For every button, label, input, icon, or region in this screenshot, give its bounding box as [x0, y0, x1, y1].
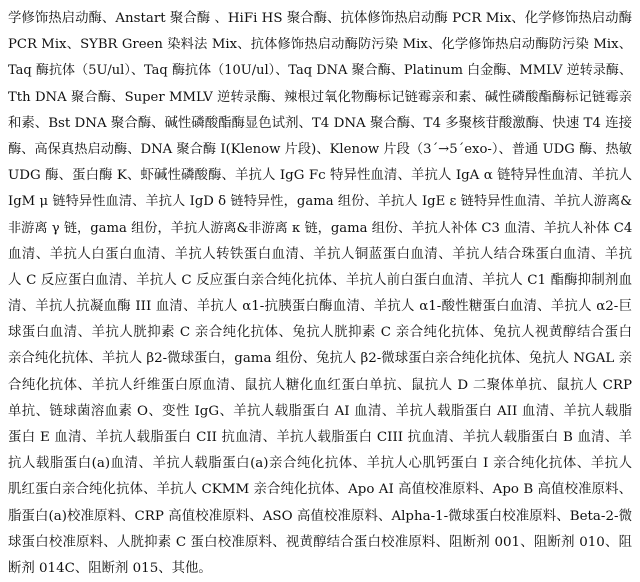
text-line-5: 和素、Bst DNA 聚合酶、碱性磷酸酯酶显色试剂、T4 DNA 聚合酶、T4 多聚核苷酸激酶、快速 T4 连接: [8, 115, 632, 131]
text-line-19: 肌红蛋白亲合纯化抗体、羊抗人 CKMM 亲合纯化抗体、Apo AI 高值校准原料、Apo B 高值校准原料、: [8, 482, 632, 498]
text-line-2: PCR Mix、SYBR Green 染料法 Mix、抗体修饰热启动酶防污染 Mix、化学修饰热启动酶防污染 Mix、: [8, 37, 632, 53]
text-line-21: 球蛋白校准原料、人胱抑素 C 蛋白校准原料、视黄醇结合蛋白校准原料、阻断剂 001、阻断剂 010、阻: [8, 534, 632, 550]
text-line-10: 血清、羊抗人白蛋白血清、羊抗人转铁蛋白血清、羊抗人铜蓝蛋白血清、羊抗人结合珠蛋白血清、羊抗: [8, 246, 632, 262]
text-line-13: 球蛋白血清、羊抗人胱抑素 C 亲合纯化抗体、兔抗人胱抑素 C 亲合纯化抗体、兔抗人视黄醇结合蛋白: [8, 325, 632, 341]
document-body: [8, 6, 632, 582]
text-line-11: 人 C 反应蛋白血清、羊抗人 C 反应蛋白亲合纯化抗体、羊抗人前白蛋白血清、羊抗人 C1 酯酶抑制剂血: [8, 272, 632, 288]
text-line-14: 亲合纯化抗体、羊抗人 β2-微球蛋白，gama 组份、兔抗人 β2-微球蛋白亲合纯化抗体、兔抗人 NGAL 亲: [8, 351, 632, 367]
text-line-22: 断剂 014C、阻断剂 015、其他。: [8, 560, 212, 576]
text-line-7: UDG 酶、蛋白酶 K、虾碱性磷酸酶、羊抗人 IgG Fc 特异性血清、羊抗人 IgA α 链特异性血清、羊抗人: [8, 168, 632, 184]
text-line-9: 非游离 γ 链，gama 组份，羊抗人游离&非游离 κ 链，gama 组份、羊抗人补体 C3 血清、羊抗人补体 C4: [8, 220, 632, 236]
text-line-4: Tth DNA 聚合酶、Super MMLV 逆转录酶、辣根过氧化物酶标记链霉亲和素、碱性磷酸酯酶标记链霉亲: [8, 89, 632, 105]
text-line-12: 清、羊抗人抗凝血酶 III 血清、羊抗人 α1-抗胰蛋白酶血清、羊抗人 α1-酸性糖蛋白血清、羊抗人 α2-巨: [8, 299, 632, 315]
text-line-1: 学修饰热启动酶、Anstart 聚合酶 、HiFi HS 聚合酶、抗体修饰热启动酶 PCR Mix、化学修饰热启动酶: [8, 11, 632, 26]
text-line-6: 酶、高保真热启动酶、DNA 聚合酶 I(Klenow 片段)、Klenow 片段（3´→5´exo-）、普通 UDG 酶、热敏: [8, 141, 632, 157]
text-line-16: 单抗、链球菌溶血素 O、变性 IgG、羊抗人载脂蛋白 AI 血清、羊抗人载脂蛋白 AII 血清、羊抗人载脂: [8, 403, 632, 419]
text-line-20: 脂蛋白(a)校准原料、CRP 高值校准原料、ASO 高值校准原料、Alpha-1-微球蛋白校准原料、Beta-2-微: [8, 508, 632, 524]
text-line-18: 抗人载脂蛋白(a)血清、羊抗人载脂蛋白(a)亲合纯化抗体、羊抗人心肌钙蛋白 I 亲合纯化抗体、羊抗人: [8, 456, 632, 472]
text-line-15: 合纯化抗体、羊抗人纤维蛋白原血清、鼠抗人糖化血红蛋白单抗、鼠抗人 D 二聚体单抗、鼠抗人 CRP: [8, 377, 632, 393]
text-line-3: Taq 酶抗体（5U/ul）、Taq 酶抗体（10U/ul）、Taq DNA 聚合酶、Platinum 白金酶、MMLV 逆转录酶、: [8, 63, 632, 79]
text-line-8: IgM μ 链特异性血清、羊抗人 IgD δ 链特异性，gama 组份、羊抗人 IgE ε 链特异性血清、羊抗人游离&: [8, 194, 632, 210]
text-line-17: 蛋白 E 血清、羊抗人载脂蛋白 CII 抗血清、羊抗人载脂蛋白 CIII 抗血清、羊抗人载脂蛋白 B 血清、羊: [8, 430, 632, 445]
